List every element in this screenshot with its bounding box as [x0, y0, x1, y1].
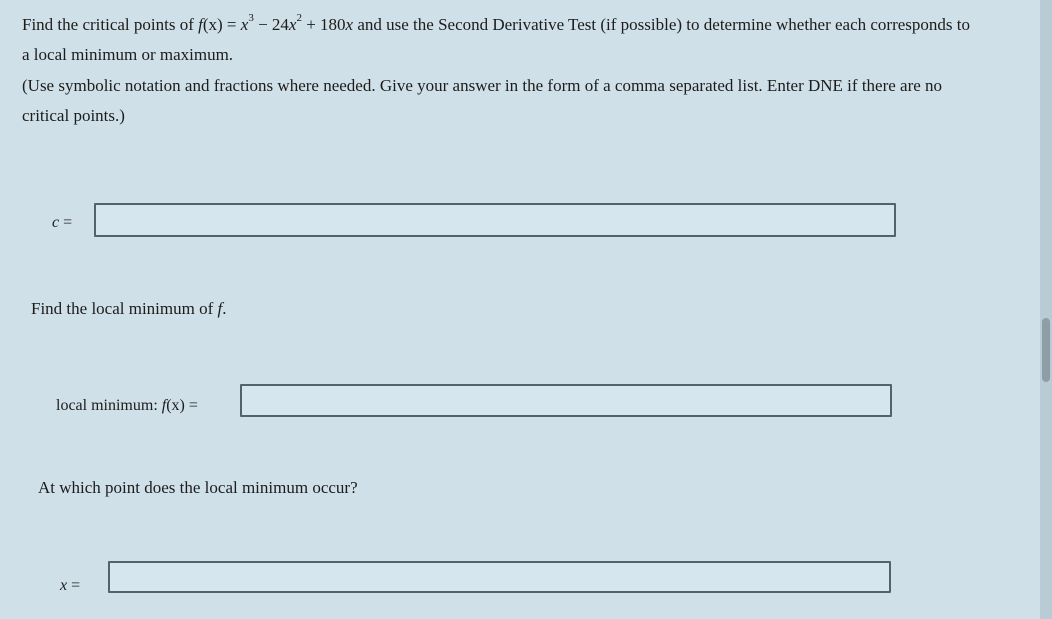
local-minimum-location-label: x = [60, 577, 81, 594]
critical-points-input[interactable] [96, 205, 894, 235]
problem-tail-text: and use the Second Derivative Test (if possible) to determine whether each corresponds to a local minimum or maximum. [22, 15, 971, 64]
vertical-scrollbar[interactable] [1040, 0, 1052, 619]
local-minimum-question: Find the local minimum of f. [31, 299, 227, 318]
critical-points-answer-box[interactable] [94, 203, 896, 237]
problem-lead-text: Find the critical points of [22, 15, 199, 34]
scrollbar-thumb[interactable] [1042, 318, 1050, 382]
local-minimum-answer-box[interactable] [240, 384, 892, 417]
local-minimum-location-question: At which point does the local minimum occur? [38, 478, 358, 497]
function-expression: $f(x) = x^3 - 24x^2 + 180x$ [198, 12, 354, 34]
local-minimum-location-input[interactable] [110, 563, 889, 591]
local-minimum-label: local minimum: f(x) = [56, 397, 198, 414]
local-minimum-location-answer-box[interactable] [108, 561, 891, 593]
critical-points-label: c = [52, 214, 73, 231]
local-minimum-input[interactable] [242, 386, 890, 415]
answer-instructions: (Use symbolic notation and fractions where needed. Give your answer in the form of a comma separated list. Enter DNE if there are no critical points.) [22, 76, 943, 125]
problem-statement [22, 10, 972, 70]
